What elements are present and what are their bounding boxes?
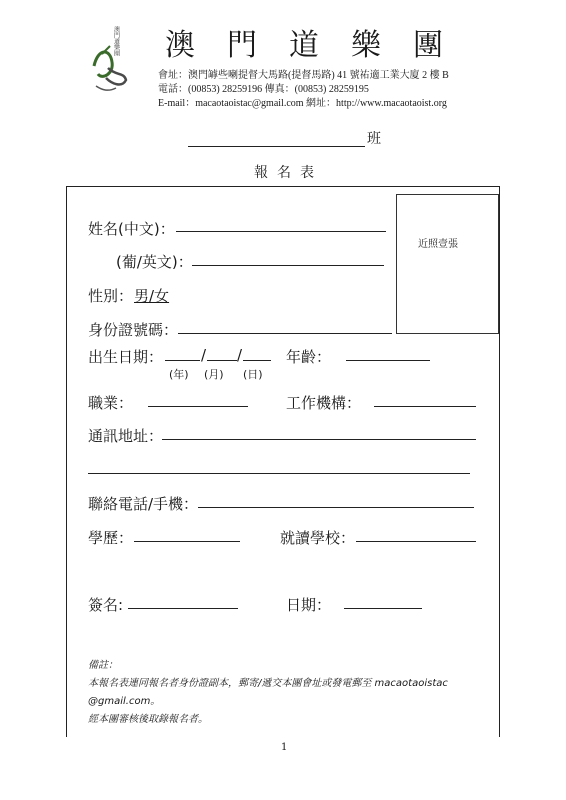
employer-field[interactable]: [374, 405, 476, 407]
id-number-field[interactable]: [178, 332, 392, 334]
name-cn-label: 姓名(中文)：: [88, 220, 175, 238]
dob-month-field[interactable]: [207, 359, 237, 361]
id-number-label: 身份證號碼：: [88, 321, 179, 339]
phone-label: 聯絡電話/手機：: [88, 495, 199, 513]
phone-field[interactable]: [198, 506, 474, 508]
name-cn-field[interactable]: [176, 230, 386, 232]
education-label: 學歷：: [88, 529, 134, 547]
class-name-field[interactable]: [188, 132, 365, 147]
photo-box: [396, 194, 499, 334]
signature-label: 簽名:: [88, 596, 124, 614]
name-en-label: (葡/英文)：: [116, 253, 193, 271]
school-field[interactable]: [356, 540, 476, 542]
occupation-label: 職業：: [88, 394, 134, 412]
signature-field[interactable]: [128, 607, 238, 609]
notes-line-1: 本報名表連同報名者身份證副本，郵寄/遞交本團會址或發電郵至 macaotaoistac: [88, 678, 448, 689]
dob-day-field[interactable]: [243, 359, 271, 361]
class-suffix: 班: [367, 131, 381, 147]
dob-month-hint: (月): [204, 368, 224, 381]
dob-separator-1: /: [201, 346, 207, 364]
org-phone: 電話：(00853) 28259196 傳真：(00853) 28259195: [158, 84, 369, 95]
form-title: 報名表: [254, 165, 323, 181]
employer-label: 工作機構：: [286, 394, 362, 412]
date-label: 日期：: [286, 596, 332, 614]
logo-caption: 澳門道樂團: [112, 26, 120, 56]
notes-line-3: 經本團審核後取錄報名者。: [88, 714, 208, 725]
notes-title: 備註：: [88, 660, 118, 671]
occupation-field[interactable]: [148, 405, 248, 407]
school-label: 就讀學校：: [280, 529, 356, 547]
gender-label: 性別：: [88, 287, 134, 305]
name-en-field[interactable]: [192, 264, 384, 266]
photo-label: 近照壹張: [418, 239, 458, 250]
dob-label: 出生日期：: [88, 348, 164, 366]
gender-options[interactable]: 男/女: [134, 287, 170, 305]
notes-line-2: @gmail.com。: [88, 696, 161, 707]
dob-year-field[interactable]: [165, 359, 200, 361]
org-name: 澳門道樂團: [165, 28, 475, 63]
education-field[interactable]: [134, 540, 240, 542]
dob-separator-2: /: [237, 346, 243, 364]
age-label: 年齡：: [286, 348, 332, 366]
org-logo: [88, 18, 132, 98]
age-field[interactable]: [346, 359, 430, 361]
org-email: E-mail：macaotaoistac@gmail.com 網址：http://www.macaotaoist.org: [158, 98, 447, 109]
org-address: 會址：澳門罅些喇提督大馬路(提督馬路) 41 號祐適工業大廈 2 樓 B: [158, 70, 449, 81]
dob-year-hint: (年): [169, 368, 189, 381]
page-number: 1: [281, 742, 288, 753]
date-field[interactable]: [344, 607, 422, 609]
address-label: 通訊地址：: [88, 427, 164, 445]
dob-day-hint: (日): [243, 368, 263, 381]
address-field-line-1[interactable]: [162, 438, 476, 440]
address-field-line-2[interactable]: [88, 472, 470, 474]
